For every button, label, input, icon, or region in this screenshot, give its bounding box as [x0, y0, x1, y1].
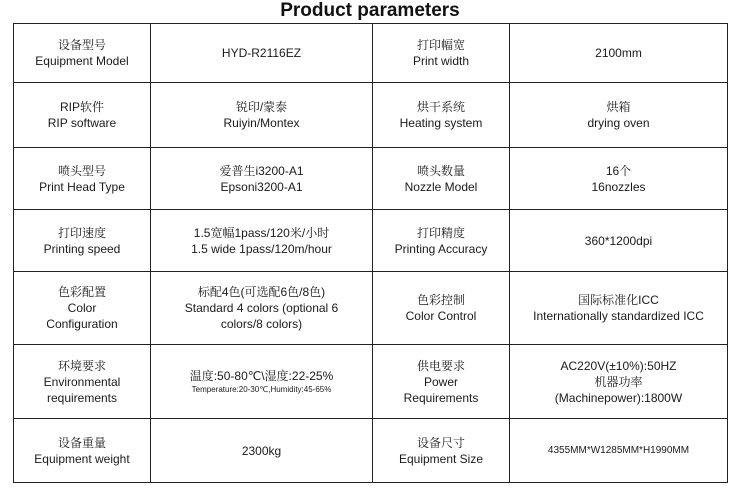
label-en: Printing speed	[43, 241, 121, 256]
value-text: Epsoni3200-A1	[220, 179, 303, 194]
value-text: drying oven	[587, 116, 650, 130]
value-cell	[151, 24, 373, 83]
label-cell	[14, 210, 151, 272]
label-en: Print Head Type	[39, 179, 125, 194]
table-row	[14, 24, 728, 83]
label-cn: 设备重量	[57, 435, 106, 450]
value-cell	[510, 24, 728, 83]
value-cell	[510, 83, 728, 148]
label-cn: 烘干系统	[416, 100, 465, 114]
label-cell	[14, 272, 151, 345]
label-en: RIP software	[47, 116, 117, 130]
value-text: Standard 4 colors (optional 6	[184, 301, 339, 315]
label-cell	[14, 83, 151, 148]
value-text: 国际标准化ICC	[578, 293, 659, 307]
table-row	[14, 83, 728, 148]
label-cn: 喷头数量	[416, 163, 465, 178]
value-text: (Machinepower):1800W	[554, 390, 683, 405]
value-cell	[151, 345, 373, 419]
label-cn: 供电要求	[416, 358, 465, 373]
table-row	[14, 210, 728, 272]
label-en: requirements	[46, 390, 118, 405]
label-cn: 设备型号	[57, 38, 106, 52]
label-en: Equipment weight	[34, 451, 130, 466]
table-row	[14, 345, 728, 419]
value-cell	[510, 272, 728, 345]
value-text: colors/8 colors)	[220, 317, 303, 331]
label-cell	[373, 272, 510, 345]
value-text: 16个	[605, 163, 632, 178]
label-cn: RIP软件	[59, 100, 104, 114]
value-cell	[151, 210, 373, 272]
value-text: 360*1200dpi	[584, 233, 653, 248]
table-row	[14, 419, 728, 483]
value-cell	[151, 272, 373, 345]
label-en: Color Control	[405, 309, 477, 323]
label-en: Power	[423, 374, 458, 389]
label-cell	[373, 419, 510, 483]
value-cell	[510, 210, 728, 272]
label-cell	[373, 345, 510, 419]
value-cell	[151, 148, 373, 210]
value-text: 锐印/蒙泰	[235, 100, 288, 114]
value-cell	[510, 148, 728, 210]
value-text: 机器功率	[594, 374, 643, 389]
label-en: Requirements	[403, 390, 479, 405]
value-text: 1.5宽幅1pass/120米/小时	[193, 225, 330, 240]
table-row	[14, 148, 728, 210]
label-en: Environmental	[43, 374, 121, 389]
value-note: Temperature:20-30℃,Humidity:45-65%	[191, 385, 332, 394]
value-text: 4355MM*W1285MM*H1990MM	[547, 444, 690, 456]
value-cell	[151, 419, 373, 483]
label-cn: 喷头型号	[57, 163, 106, 178]
label-en: Configuration	[46, 317, 118, 331]
label-cn: 打印精度	[416, 225, 465, 240]
label-cell	[14, 24, 151, 83]
label-en: Equipment Model	[35, 54, 129, 68]
value-cell	[151, 83, 373, 148]
label-cn: 色彩配置	[57, 285, 106, 299]
label-en: Nozzle Model	[404, 179, 478, 194]
label-cn: 环境要求	[57, 358, 106, 373]
value-text: 烘箱	[606, 100, 631, 114]
label-cn: 设备尺寸	[416, 435, 465, 450]
value-text: 标配4色(可选配6色/8色)	[197, 285, 326, 299]
label-cell	[373, 148, 510, 210]
value-text: Internationally standardized ICC	[533, 309, 704, 323]
value-text: 温度:50-80℃\湿度:22-25%	[189, 369, 334, 383]
label-en: Print width	[412, 54, 470, 68]
label-cell	[373, 210, 510, 272]
value-text: 2100mm	[595, 46, 642, 60]
page-title: Product parameters	[280, 0, 460, 21]
label-en: Equipment Size	[398, 451, 484, 466]
table-row	[14, 272, 728, 345]
product-parameters-table	[13, 23, 728, 483]
label-cell	[14, 345, 151, 419]
label-cell	[14, 419, 151, 483]
label-en: Printing Accuracy	[394, 241, 488, 256]
label-cn: 色彩控制	[416, 293, 465, 307]
value-text: 爱普生i3200-A1	[219, 163, 304, 178]
label-en: Color	[67, 301, 97, 315]
label-cn: 打印幅宽	[416, 38, 465, 52]
label-cn: 打印速度	[57, 225, 106, 240]
label-cell	[14, 148, 151, 210]
value-cell	[510, 419, 728, 483]
value-cell	[510, 345, 728, 419]
value-text: 1.5 wide 1pass/120m/hour	[191, 241, 332, 256]
value-text: Ruiyin/Montex	[223, 116, 300, 130]
value-text: 2300kg	[241, 443, 282, 458]
value-text: 16nozzles	[591, 179, 646, 194]
label-cell	[373, 24, 510, 83]
value-text: AC220V(±10%):50HZ	[560, 358, 677, 373]
label-en: Heating system	[399, 116, 483, 130]
value-text: HYD-R2116EZ	[221, 46, 302, 60]
label-cell	[373, 83, 510, 148]
